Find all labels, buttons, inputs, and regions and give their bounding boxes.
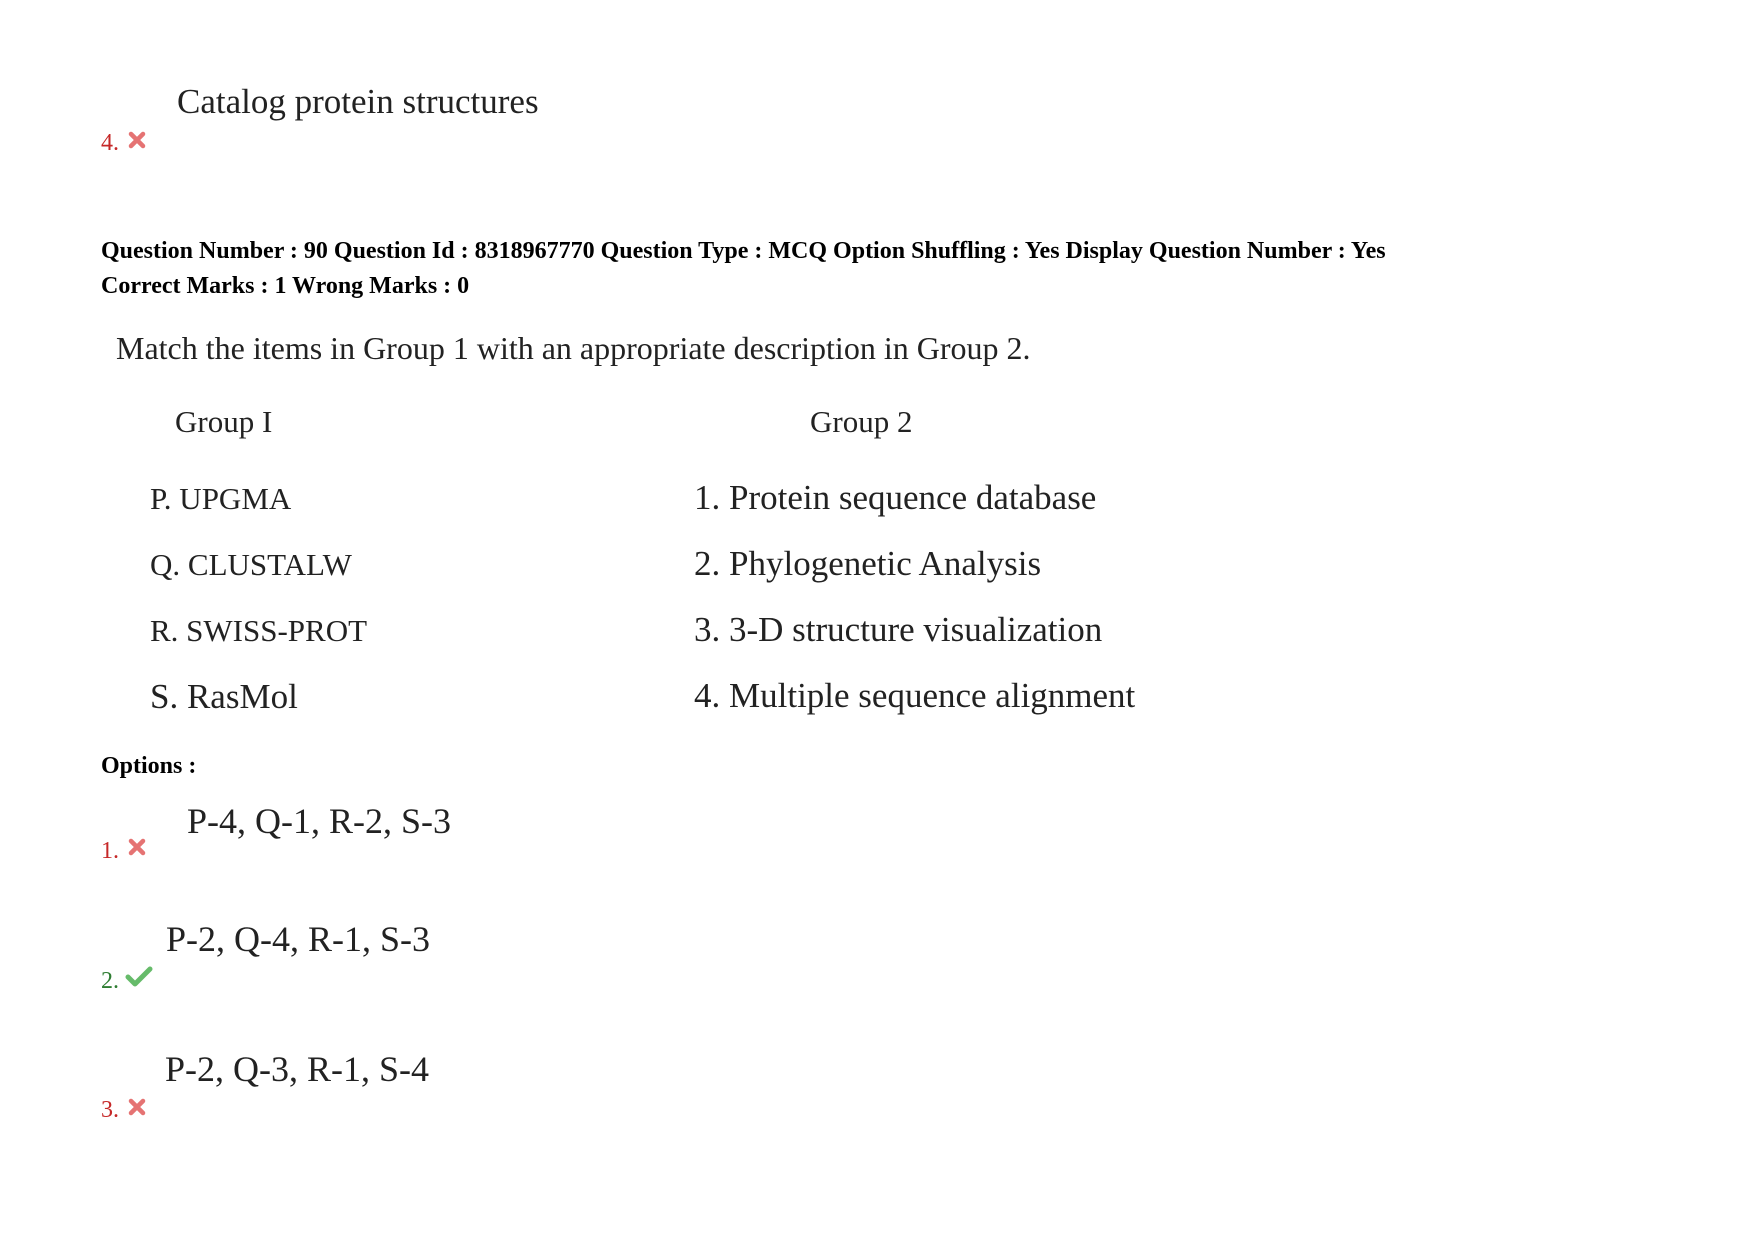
- group2-item-3: 3. 3-D structure visualization: [694, 610, 1103, 649]
- check-icon: [125, 966, 153, 988]
- cross-icon: [128, 131, 146, 149]
- group1-item-q: Q. CLUSTALW: [150, 547, 352, 582]
- prev-option-number: 4.: [101, 130, 119, 156]
- prev-option-text: Catalog protein structures: [177, 82, 539, 121]
- option-2-text: P-2, Q-4, R-1, S-3: [166, 919, 431, 959]
- question-stem: Match the items in Group 1 with an appropriate description in Group 2.: [116, 330, 1031, 366]
- options-label: Options :: [101, 753, 197, 779]
- group1-item-s: S. RasMol: [150, 677, 298, 716]
- cross-icon: [128, 838, 146, 856]
- group2-item-1: 1. Protein sequence database: [694, 478, 1097, 517]
- option-3-text: P-2, Q-3, R-1, S-4: [165, 1049, 430, 1089]
- option-1-text: P-4, Q-1, R-2, S-3: [187, 801, 452, 841]
- option-3-number: 3.: [101, 1097, 119, 1123]
- group1-item-p: P. UPGMA: [150, 481, 292, 516]
- cross-icon: [128, 1098, 146, 1116]
- question-meta-line2: Correct Marks : 1 Wrong Marks : 0: [101, 273, 470, 299]
- option-1-number: 1.: [101, 838, 119, 864]
- group2-item-2: 2. Phylogenetic Analysis: [694, 544, 1042, 583]
- group1-header: Group I: [175, 404, 273, 439]
- group2-item-4: 4. Multiple sequence alignment: [694, 676, 1136, 715]
- question-meta-line1: Question Number : 90 Question Id : 8318967770 Question Type : MCQ Option Shuffling : Yes Display Question Number : Yes: [101, 238, 1386, 264]
- option-2-number: 2.: [101, 968, 119, 994]
- group1-item-r: R. SWISS-PROT: [150, 613, 368, 648]
- group2-header: Group 2: [810, 404, 913, 439]
